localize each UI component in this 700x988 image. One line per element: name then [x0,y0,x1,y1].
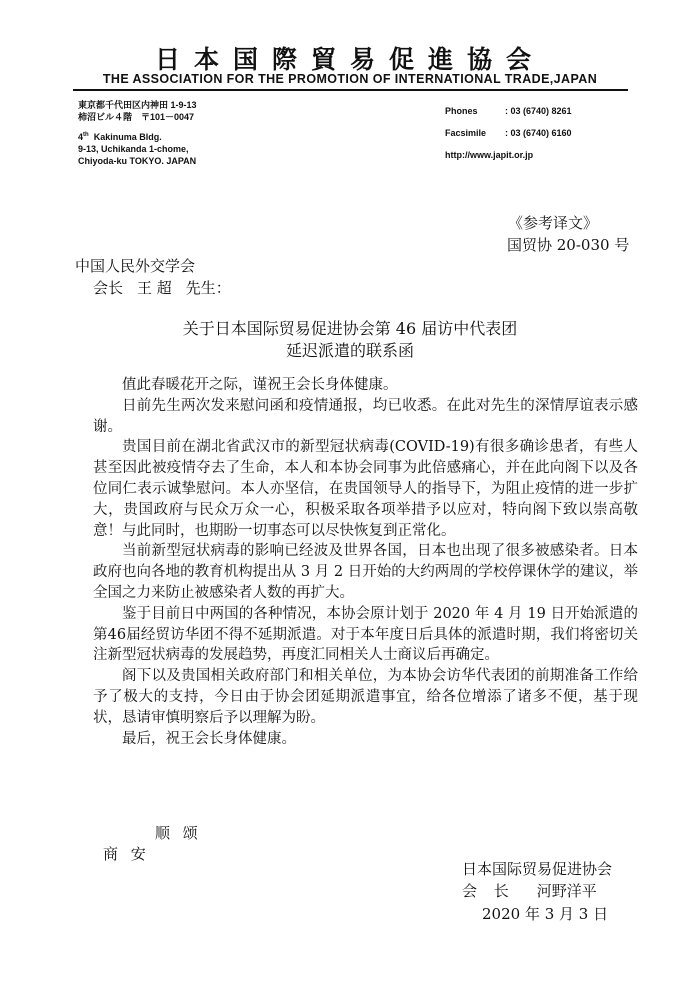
phone-value: : 03 (6740) 8261 [505,106,572,116]
address-en-line: Chiyoda-ku TOKYO. JAPAN [78,156,197,166]
reference-number: 国贸协 20-030 号 [507,236,630,254]
website-row [445,144,572,166]
body-paragraph: 最后，祝王会长身体健康。 [122,730,296,747]
fax-row [445,122,572,144]
address-en-line [78,131,196,143]
building-name: Kakinuma Bldg. [93,132,162,142]
body-paragraph: 阁下以及贵国相关政府部门和相关单位，为本协会访华代表团的前期准备工作给予了极大的支持，今日由于协会团延期派遣事宜，给各位增添了诸多不便，基于现状，恳请审慎明察后予以理解为盼。 [93,668,638,726]
signature-person [462,880,597,901]
fax-label: Facsimile [445,128,487,138]
address-en-line: 9-13, Uchikanda 1-chome, [78,144,189,154]
subject-line: 关于日本国际贸易促进协会第 46 届访中代表团 [182,319,518,338]
subject [0,318,700,362]
body-paragraph: 值此春暖花开之际，谨祝王会长身体健康。 [122,377,398,393]
address-jp-line: 柿沼ビル４階 〒101－0047 [78,112,195,122]
subject-line: 延迟派遣的联系函 [285,341,414,360]
signature-name: 河野洋平 [536,882,597,900]
floor-number: 4 [78,132,84,142]
recipient-person [93,277,245,298]
org-name-jp: 日本国際貿易促進協会 [154,45,545,74]
website-link[interactable]: http://www.japit.or.jp [445,150,534,160]
body-paragraph: 当前新型冠状病毒的影响已经波及世界各国，日本也出现了很多被感染者。日本政府也向各地的教育机构提出从 3 月 2 日开始的大约两周的学校停课休学的建议，举全国之力来防止被感染者人数的再扩大。 [93,543,638,601]
phone-row [445,100,572,122]
address-en [78,131,196,167]
recipient-honorific: 先生： [185,279,231,297]
closing-line-1: 顺 颂 [155,824,202,842]
signature-date: 2020 年 3 月 3 日 [482,905,609,923]
reference-tag: 《参考译文》 [508,214,599,232]
fax-value: : 03 (6740) 6160 [505,128,572,138]
header-divider [73,89,628,91]
org-name-en: THE ASSOCIATION FOR THE PROMOTION OF INTERNATIONAL TRADE,JAPAN [102,72,598,86]
body-paragraph: 日前先生两次发来慰问函和疫情通报，均已收悉。在此对先生的深情厚谊表示感谢。 [93,397,638,435]
signature-org: 日本国际贸易促进协会 [462,860,613,878]
body-paragraph: 鉴于目前日中两国的各种情况，本协会原计划于 2020 年 4 月 19 日开始派遣的第46届经贸访华团不得不延期派遣。对于本年度日后具体的派遣时期，我们将密切关注新型冠状病毒的发展趋势，再度汇同相关人士商议后再确定。 [93,605,638,664]
body-paragraph: 贵国目前在湖北省武汉市的新型冠状病毒(COVID-19)有很多确诊患者，有些人甚至因此被疫情夺去了生命，本人和本协会同事为此倍感痛心，并在此向阁下以及各位同仁表示诚挚慰问。本人亦坚信，在贵国领导人的指导下，为阻止疫情的进一步扩大，贵国政府与民众万众一心，积极采取各项举措予以应对，特向阁下致以崇高敬意！与此同时，也期盼一切事态可以尽快恢复到正常化。 [93,439,638,539]
phone-label: Phones [445,106,478,116]
closing-line-2: 商 安 [103,845,150,863]
address-jp-line: 東京都千代田区内神田 1-9-13 [78,100,197,110]
signature-title: 会 长 [462,882,515,900]
recipient-org: 中国人民外交学会 [75,257,196,275]
contact-block [445,100,572,166]
recipient-title: 会长 [93,279,124,297]
floor-suffix: th [83,132,89,138]
letter-body [93,375,638,749]
recipient-name: 王 超 [137,279,172,297]
address-jp [78,99,197,123]
